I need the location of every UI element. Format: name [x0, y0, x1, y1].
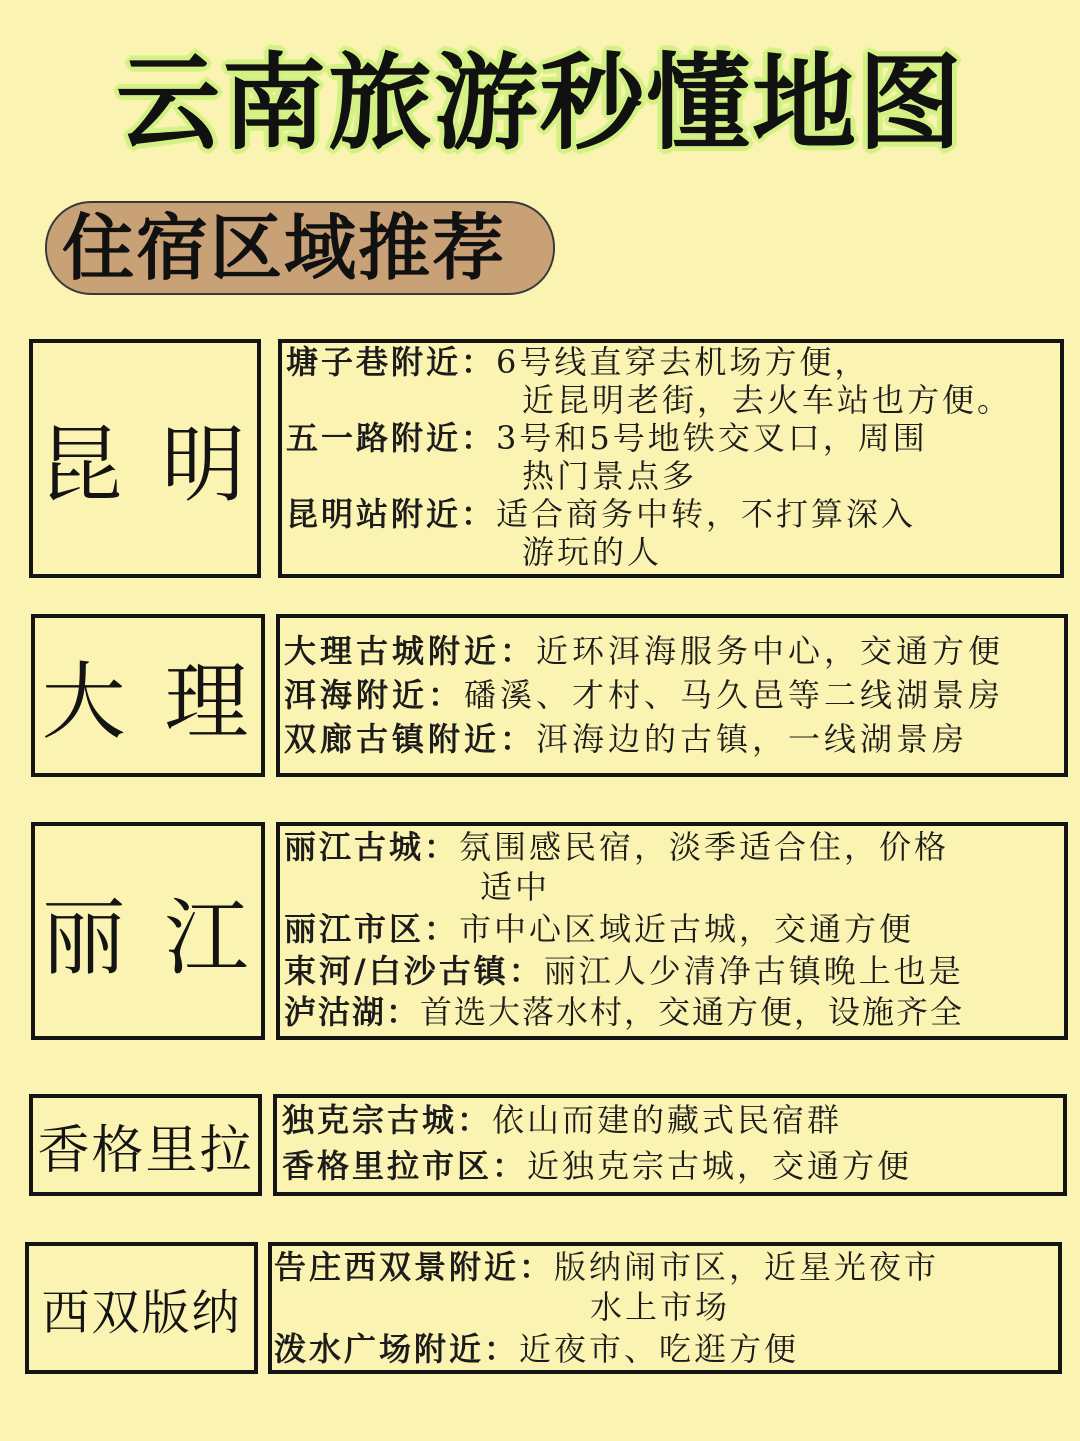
area-item — [286, 495, 916, 533]
area-desc-continued: 水上市场 — [590, 1288, 731, 1326]
area-name: 丽江市区： — [284, 910, 460, 948]
city-name-kunming: 昆 明 — [38, 416, 252, 514]
area-desc: 适合商务中转，不打算深入 — [496, 495, 917, 533]
subtitle: 住宿区域推荐 — [62, 206, 507, 290]
area-item — [286, 419, 928, 457]
area-desc: 洱海边的古镇，一线湖景房 — [536, 720, 969, 758]
area-desc-continued: 游玩的人 — [522, 533, 663, 571]
area-name: 五一路附近： — [286, 419, 497, 457]
area-desc-continued: 热门景点多 — [522, 457, 698, 495]
area-desc: 近独克宗古城，交通方便 — [527, 1147, 913, 1185]
area-item — [284, 952, 964, 990]
area-desc: 3号和5号地铁交叉口，周围 — [496, 419, 928, 457]
area-item — [284, 993, 964, 1031]
area-name: 丽江古城： — [284, 828, 460, 866]
area-desc-continued: 近昆明老街，去火车站也方便。 — [522, 381, 1013, 419]
area-name: 大理古城附近： — [284, 632, 537, 670]
area-name: 香格里拉市区： — [282, 1147, 528, 1185]
city-name-shangrila: 香格里拉 — [37, 1120, 254, 1181]
city-name-dali: 大 理 — [41, 653, 255, 751]
area-name: 塘子巷附近： — [286, 343, 497, 381]
area-desc: 丽江人少清净古镇晚上也是 — [543, 952, 964, 990]
area-item — [274, 1330, 799, 1368]
area-desc: 近夜市、吃逛方便 — [519, 1330, 800, 1368]
area-item — [284, 828, 949, 866]
area-item — [284, 720, 968, 758]
area-name: 洱海附近： — [284, 676, 465, 714]
city-name-xishuangbanna: 西双版纳 — [41, 1284, 242, 1341]
area-name: 泼水广场附近： — [274, 1330, 520, 1368]
area-desc: 依山而建的藏式民宿群 — [492, 1101, 843, 1139]
area-item — [284, 632, 1004, 670]
area-desc-continued: 适中 — [480, 868, 551, 906]
area-desc: 市中心区域近古城，交通方便 — [459, 910, 915, 948]
city-name-lijiang: 丽 江 — [41, 888, 255, 987]
area-name: 告庄西双景附近： — [274, 1248, 555, 1286]
area-name: 束河/白沙古镇： — [284, 952, 544, 990]
area-item — [282, 1147, 912, 1185]
page-title: 云南旅游秒懂地图 — [115, 42, 964, 164]
area-name: 独克宗古城： — [282, 1101, 493, 1139]
area-item — [284, 676, 1004, 714]
area-desc: 首选大落水村，交通方便，设施齐全 — [420, 993, 965, 1031]
area-desc: 6号线直穿去机场方便， — [496, 343, 870, 381]
area-item — [282, 1101, 842, 1139]
area-item — [284, 910, 914, 948]
area-desc: 氛围感民宿，淡季适合住，价格 — [459, 828, 950, 866]
area-item — [286, 343, 869, 381]
area-desc: 磻溪、才村、马久邑等二线湖景房 — [464, 676, 1005, 714]
area-item — [274, 1248, 939, 1286]
area-name: 昆明站附近： — [286, 495, 497, 533]
area-desc: 近环洱海服务中心，交通方便 — [536, 632, 1005, 670]
area-name: 泸沽湖： — [284, 993, 421, 1031]
area-desc: 版纳闹市区，近星光夜市 — [554, 1248, 940, 1286]
area-name: 双廊古镇附近： — [284, 720, 537, 758]
